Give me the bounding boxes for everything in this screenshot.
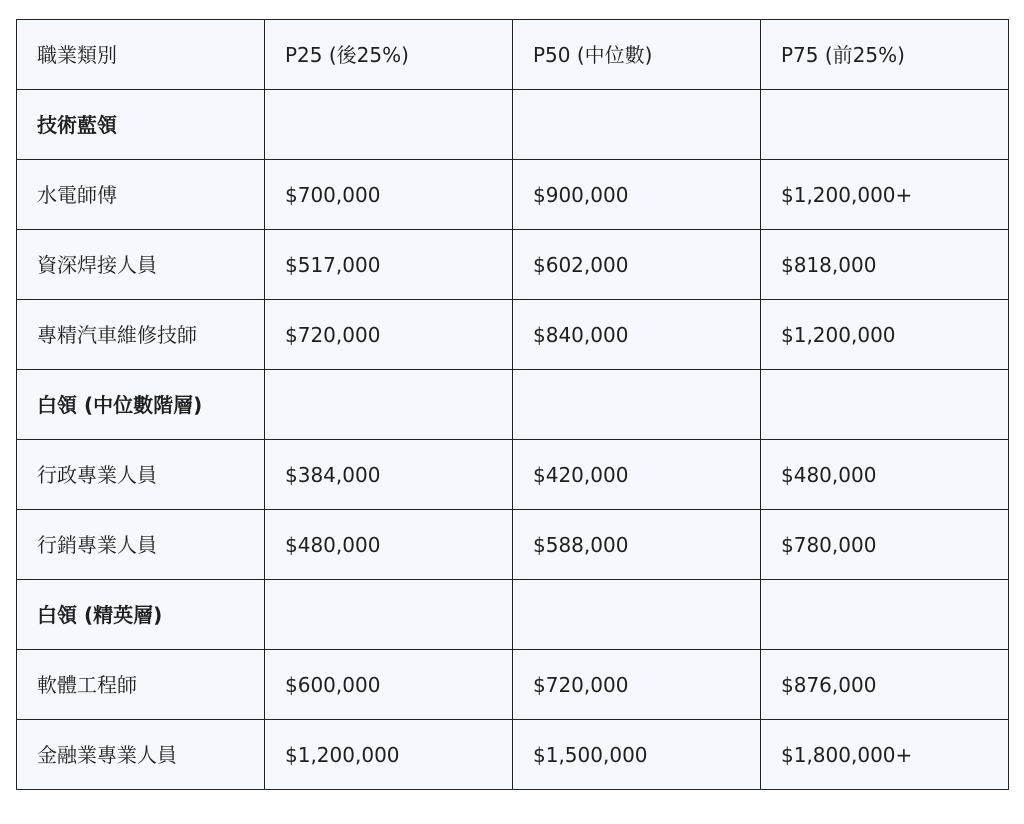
empty-cell (761, 90, 1009, 160)
p25-cell: $600,000 (265, 650, 513, 720)
p25-cell: $700,000 (265, 160, 513, 230)
occupation-cell: 水電師傅 (17, 160, 265, 230)
header-cell-p50: P50 (中位數) (513, 20, 761, 90)
empty-cell (513, 370, 761, 440)
occupation-cell: 專精汽車維修技師 (17, 300, 265, 370)
p75-cell: $1,200,000 (761, 300, 1009, 370)
section-title: 白領 (精英層) (17, 580, 265, 650)
p25-cell: $1,200,000 (265, 720, 513, 790)
p50-cell: $588,000 (513, 510, 761, 580)
table-row (17, 510, 1009, 580)
section-row-white-collar-elite (17, 580, 1009, 650)
salary-percentile-table (16, 19, 1009, 790)
section-row-white-collar-median (17, 370, 1009, 440)
p25-cell: $384,000 (265, 440, 513, 510)
table-row (17, 440, 1009, 510)
p50-cell: $602,000 (513, 230, 761, 300)
p50-cell: $720,000 (513, 650, 761, 720)
empty-cell (265, 370, 513, 440)
occupation-cell: 行銷專業人員 (17, 510, 265, 580)
header-cell-category: 職業類別 (17, 20, 265, 90)
p75-cell: $1,800,000+ (761, 720, 1009, 790)
section-title: 白領 (中位數階層) (17, 370, 265, 440)
p75-cell: $480,000 (761, 440, 1009, 510)
table-row (17, 650, 1009, 720)
empty-cell (761, 580, 1009, 650)
p50-cell: $840,000 (513, 300, 761, 370)
occupation-cell: 資深焊接人員 (17, 230, 265, 300)
empty-cell (513, 580, 761, 650)
p75-cell: $876,000 (761, 650, 1009, 720)
p50-cell: $1,500,000 (513, 720, 761, 790)
occupation-cell: 軟體工程師 (17, 650, 265, 720)
header-cell-p75: P75 (前25%) (761, 20, 1009, 90)
section-row-blue-collar (17, 90, 1009, 160)
p75-cell: $818,000 (761, 230, 1009, 300)
table-row (17, 230, 1009, 300)
p25-cell: $517,000 (265, 230, 513, 300)
p50-cell: $420,000 (513, 440, 761, 510)
empty-cell (265, 90, 513, 160)
occupation-cell: 金融業專業人員 (17, 720, 265, 790)
p75-cell: $1,200,000+ (761, 160, 1009, 230)
p25-cell: $480,000 (265, 510, 513, 580)
p50-cell: $900,000 (513, 160, 761, 230)
table-header-row (17, 20, 1009, 90)
section-title: 技術藍領 (17, 90, 265, 160)
occupation-cell: 行政專業人員 (17, 440, 265, 510)
table-row (17, 720, 1009, 790)
table-row (17, 160, 1009, 230)
p25-cell: $720,000 (265, 300, 513, 370)
empty-cell (265, 580, 513, 650)
p75-cell: $780,000 (761, 510, 1009, 580)
header-cell-p25: P25 (後25%) (265, 20, 513, 90)
empty-cell (761, 370, 1009, 440)
empty-cell (513, 90, 761, 160)
table-row (17, 300, 1009, 370)
